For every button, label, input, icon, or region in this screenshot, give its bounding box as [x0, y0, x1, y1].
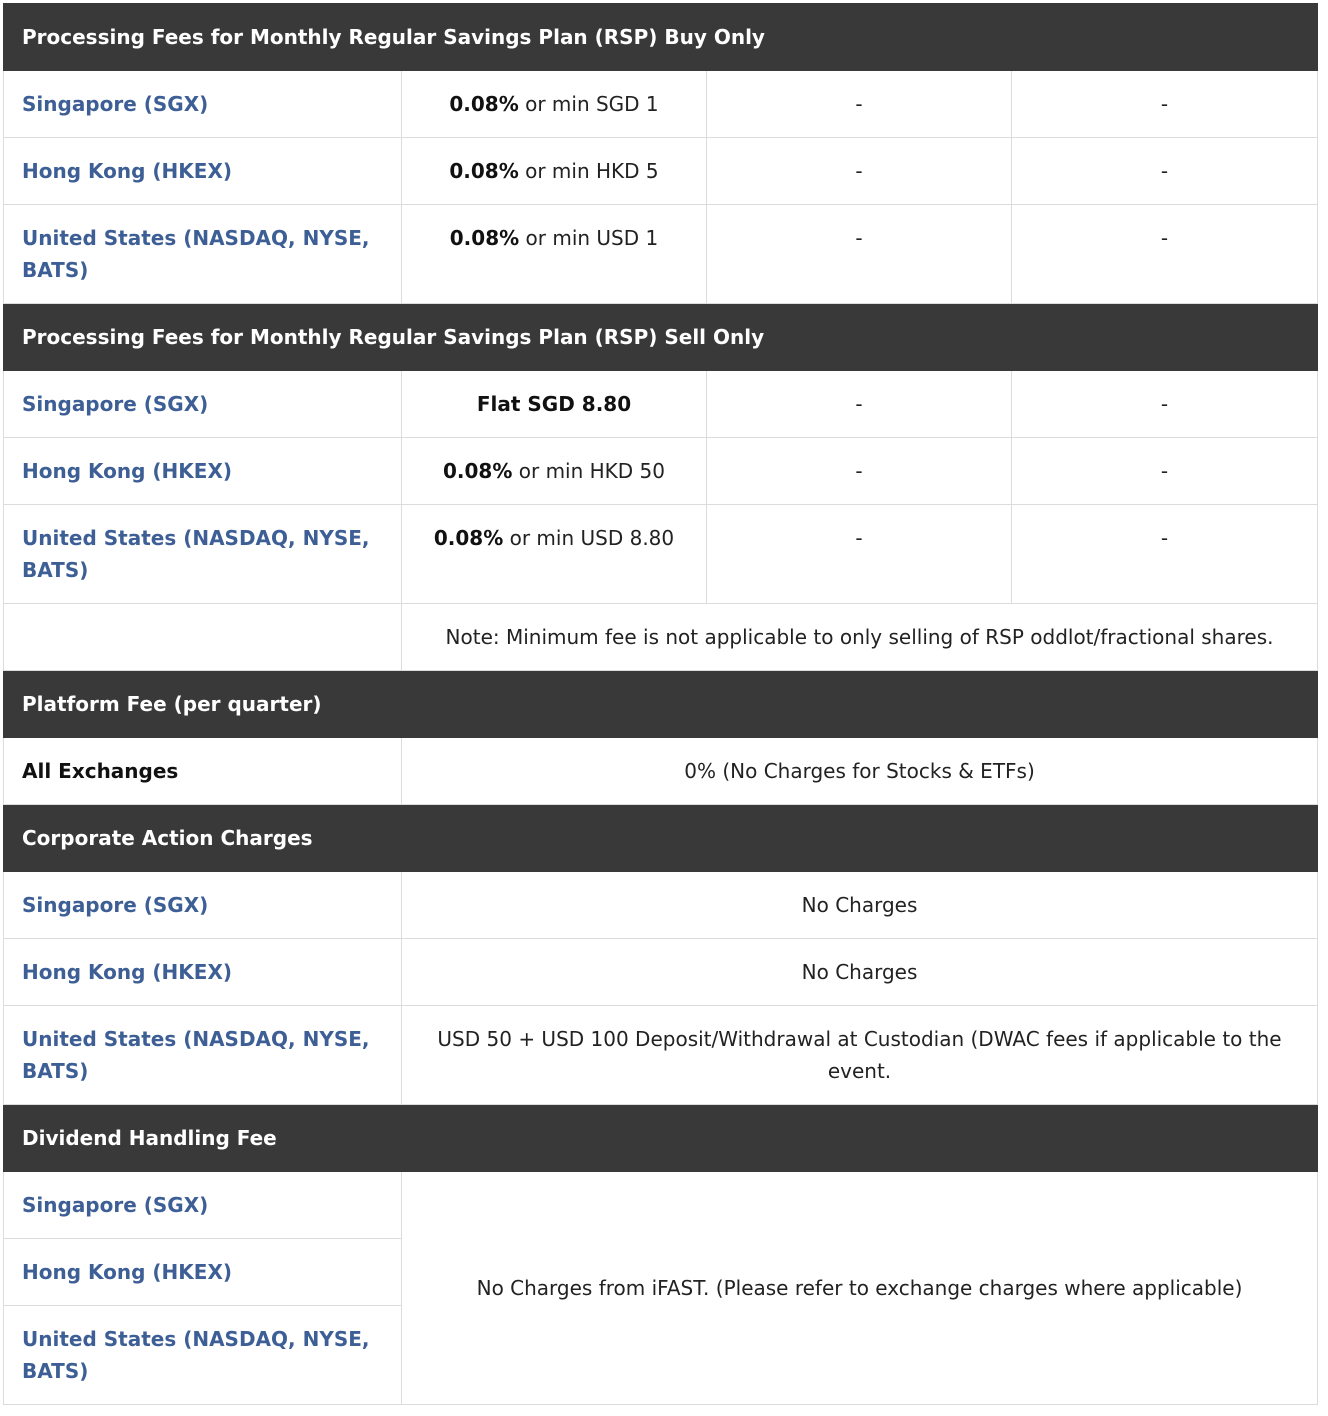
exchange-link[interactable]: Singapore (SGX): [4, 872, 402, 939]
table-row: [4, 371, 1318, 438]
exchange-link[interactable]: United States (NASDAQ, NYSE, BATS): [4, 1306, 402, 1405]
empty-cell: -: [707, 205, 1012, 304]
charge-value: No Charges: [402, 872, 1318, 939]
table-row: [4, 138, 1318, 205]
empty-cell: -: [1012, 71, 1318, 138]
empty-cell: -: [707, 438, 1012, 505]
dividend-fee-value: No Charges from iFAST. (Please refer to exchange charges where applicable): [402, 1172, 1318, 1405]
section-header-corporate-action: [4, 805, 1318, 872]
table-row: [4, 505, 1318, 604]
section-header-platform-fee: [4, 671, 1318, 738]
exchange-link[interactable]: Singapore (SGX): [4, 1172, 402, 1239]
exchange-link[interactable]: Hong Kong (HKEX): [4, 438, 402, 505]
empty-cell: -: [1012, 438, 1318, 505]
exchange-link[interactable]: Singapore (SGX): [4, 71, 402, 138]
table-row: [4, 939, 1318, 1006]
section-title: Processing Fees for Monthly Regular Savings Plan (RSP) Buy Only: [4, 4, 1318, 71]
fee-table: [3, 3, 1318, 1405]
section-title: Corporate Action Charges: [4, 805, 1318, 872]
exchange-link[interactable]: Hong Kong (HKEX): [4, 1239, 402, 1306]
table-row: [4, 872, 1318, 939]
empty-cell: -: [707, 71, 1012, 138]
note-row: [4, 604, 1318, 671]
fee-cell: [402, 138, 707, 205]
section-header-dividend: [4, 1105, 1318, 1172]
table-row: [4, 738, 1318, 805]
fee-bold: 0.08%: [443, 459, 513, 483]
exchange-link[interactable]: United States (NASDAQ, NYSE, BATS): [4, 1006, 402, 1105]
empty-cell: -: [1012, 371, 1318, 438]
fee-cell: [402, 205, 707, 304]
empty-cell: -: [1012, 505, 1318, 604]
fee-rest: or min SGD 1: [518, 92, 659, 116]
fee-bold: 0.08%: [449, 92, 519, 116]
fee-rest: or min USD 1: [519, 226, 659, 250]
fee-cell: [402, 71, 707, 138]
table-row: [4, 438, 1318, 505]
fee-cell: [402, 505, 707, 604]
fee-cell: [402, 438, 707, 505]
empty-cell: -: [707, 371, 1012, 438]
fee-rest: or min HKD 5: [518, 159, 659, 183]
table-row: [4, 1172, 1318, 1239]
exchange-link[interactable]: Hong Kong (HKEX): [4, 138, 402, 205]
table-row: [4, 205, 1318, 304]
fee-bold: 0.08%: [449, 159, 519, 183]
section-title: Processing Fees for Monthly Regular Savings Plan (RSP) Sell Only: [4, 304, 1318, 371]
all-exchanges-label: All Exchanges: [4, 738, 402, 805]
fee-rest: or min HKD 50: [512, 459, 665, 483]
empty-cell: -: [1012, 205, 1318, 304]
fee-cell: [402, 371, 707, 438]
exchange-link[interactable]: United States (NASDAQ, NYSE, BATS): [4, 205, 402, 304]
fee-rest: or min USD 8.80: [503, 526, 675, 550]
table-row: [4, 71, 1318, 138]
note-text: Note: Minimum fee is not applicable to only selling of RSP oddlot/fractional shares.: [402, 604, 1318, 671]
section-title: Platform Fee (per quarter): [4, 671, 1318, 738]
section-header-rsp-buy: [4, 4, 1318, 71]
charge-value: USD 50 + USD 100 Deposit/Withdrawal at Custodian (DWAC fees if applicable to the event.: [402, 1006, 1318, 1105]
empty-cell: -: [707, 505, 1012, 604]
section-header-rsp-sell: [4, 304, 1318, 371]
exchange-link[interactable]: United States (NASDAQ, NYSE, BATS): [4, 505, 402, 604]
fee-bold: Flat SGD 8.80: [476, 392, 632, 416]
empty-cell: -: [1012, 138, 1318, 205]
empty-cell: [4, 604, 402, 671]
platform-fee-value: 0% (No Charges for Stocks & ETFs): [402, 738, 1318, 805]
charge-value: No Charges: [402, 939, 1318, 1006]
section-title: Dividend Handling Fee: [4, 1105, 1318, 1172]
fee-table-container: [3, 3, 1317, 1405]
table-row: [4, 1006, 1318, 1105]
fee-bold: 0.08%: [449, 226, 520, 250]
fee-bold: 0.08%: [433, 526, 504, 550]
exchange-link[interactable]: Singapore (SGX): [4, 371, 402, 438]
empty-cell: -: [707, 138, 1012, 205]
exchange-link[interactable]: Hong Kong (HKEX): [4, 939, 402, 1006]
